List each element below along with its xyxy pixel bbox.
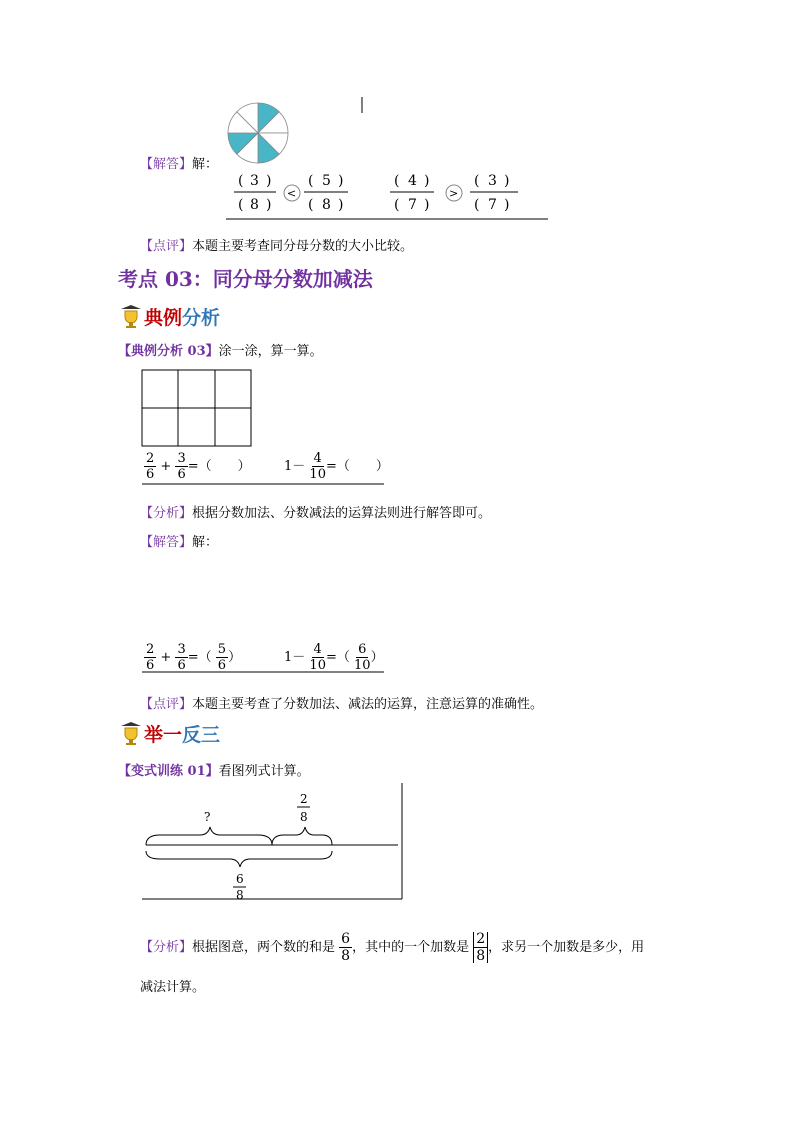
solution-expr-1: $\frac{2}{6}$ + $\frac{3}{6}$ =（ $\frac{5}{6}$ ） [146,642,242,673]
svg-text:(: ( [394,173,400,189]
example-tag: 【典例分析 03】涂一涂，算一算。 [118,344,323,359]
analysis-2-line2: 减法计算。 [140,980,206,995]
svg-text:(: ( [238,197,244,213]
svg-text:(: ( [394,197,400,213]
svg-text:(: ( [474,197,480,213]
question-expr-2: 1－ $\frac{4}{10}$ =（ ） [284,451,389,482]
svg-text:(: ( [474,173,480,189]
top-den: 8 [300,810,308,824]
svg-text:): ) [424,197,430,213]
c1-right-den: 8 [322,197,331,213]
review-1: 【点评】本题主要考查同分母分数的大小比较。 [140,239,414,254]
answer-tag-2: 【解答】解： [140,535,219,550]
section-header-practice: 举一反三 [118,720,220,747]
compare-left [234,173,348,213]
question-expr-1: $\frac{2}{6}$ + $\frac{3}{6}$ =（ ） [146,451,251,482]
c2-left-num: 4 [408,173,417,189]
analysis-2: 【分析】根据图意，两个数的和是 $\frac{6}{8}$ ，其中的一个加数是 $\frac{2}{8}$ ，求另一个加数是多少，用 [140,931,645,964]
trophy-icon [118,303,144,329]
bottom-den: 8 [236,888,244,902]
trophy-icon [118,720,144,746]
svg-text:): ) [266,197,272,213]
svg-text:(: ( [308,173,314,189]
section-header-example: 典例分析 [118,303,220,330]
review-2: 【点评】本题主要考查了分数加法、减法的运算，注意运算的准确性。 [140,697,544,712]
c1-sign: < [287,187,297,200]
c2-sign: > [449,187,459,200]
question-label: ? [204,810,211,824]
c2-right-num: 3 [488,173,497,189]
bottom-num: 6 [236,872,244,886]
analysis-1: 【分析】根据分数加法、分数减法的运算法则进行解答即可。 [140,506,492,521]
top-num: 2 [300,792,308,806]
grid-empty [142,370,251,446]
svg-text:(: ( [308,197,314,213]
svg-text:): ) [338,197,344,213]
c2-right-den: 7 [488,197,497,213]
svg-text:): ) [266,173,272,189]
answer-tag: 【解答】解： [140,157,219,172]
solution-expr-2: 1－ $\frac{4}{10}$ =（ $\frac{6}{10}$ ） [284,642,384,673]
variant-tag: 【变式训练 01】看图列式计算。 [118,764,310,779]
svg-text:(: ( [238,173,244,189]
c1-left-num: 3 [250,173,259,189]
c1-right-num: 5 [322,173,331,189]
compare-right [390,173,518,213]
svg-text:): ) [424,173,430,189]
svg-text:): ) [504,173,510,189]
pie-circle-left [228,103,288,163]
svg-text:): ) [504,197,510,213]
c1-left-den: 8 [250,197,259,213]
svg-text:): ) [338,173,344,189]
brace-diagram [140,783,405,903]
fraction-compare-figure [222,95,552,225]
kaodian-title: 考点 03：同分母分数加减法 [118,267,373,291]
c2-left-den: 7 [408,197,417,213]
